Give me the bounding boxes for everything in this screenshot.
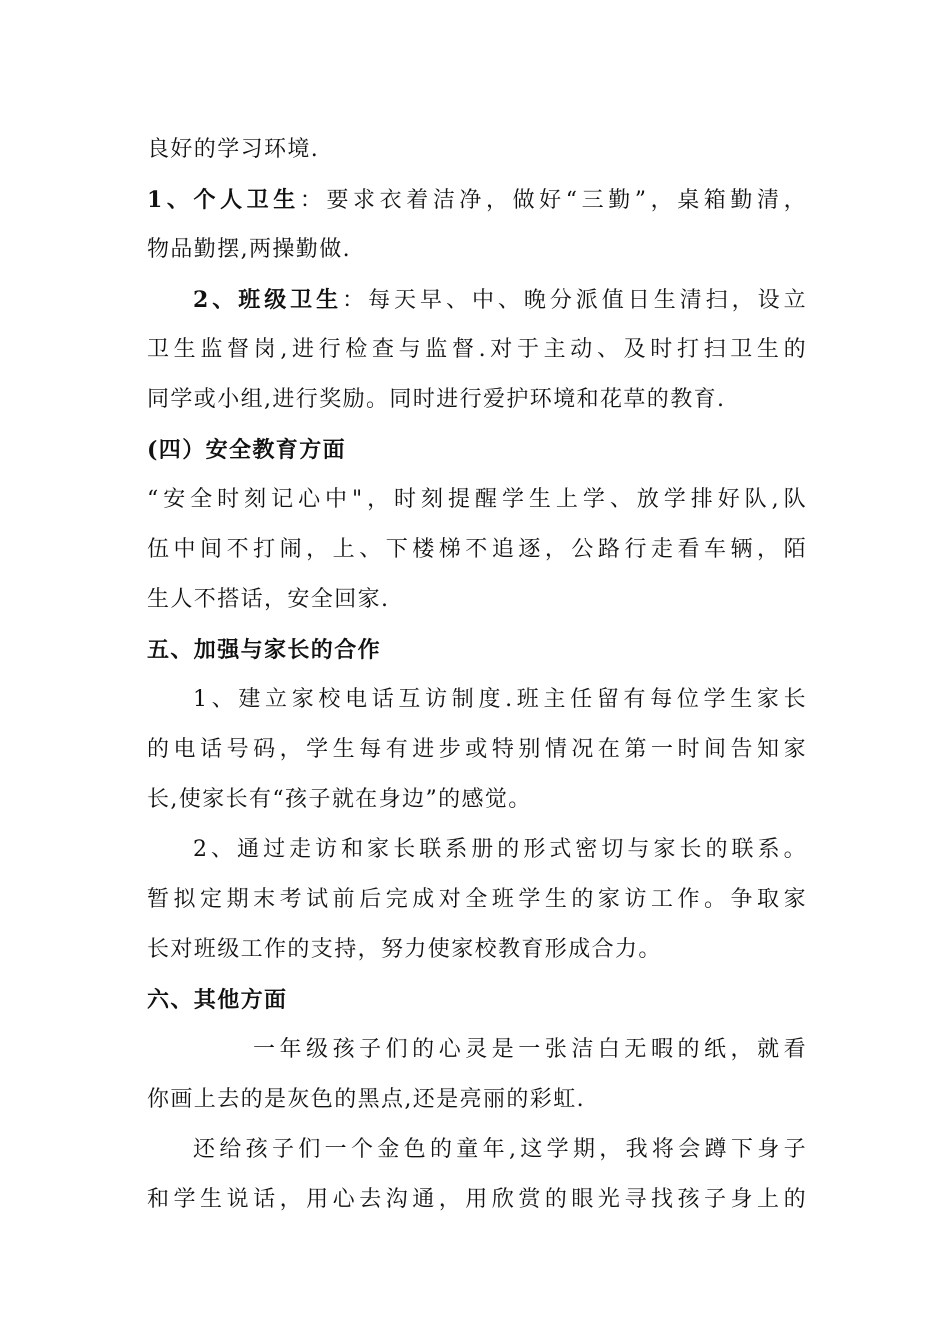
- personal-hygiene-label: 1、个人卫生: [147, 187, 300, 213]
- paragraph-line: 1、建立家校电话互访制度.班主任留有每位学生家长: [193, 687, 807, 712]
- paragraph-line: 2、通过走访和家长联系册的形式密切与家长的联系。: [193, 837, 807, 862]
- paragraph-line: 同学或小组,进行奖励。同时进行爱护环境和花草的教育.: [147, 387, 726, 412]
- paragraph-line: 长,使家长有“孩子就在身边”的感觉。: [147, 787, 532, 812]
- paragraph-line: 还给孩子们一个金色的童年,这学期，我将会蹲下身子: [193, 1137, 807, 1162]
- paragraph-line: 一年级孩子们的心灵是一张洁白无暇的纸，就看: [253, 1037, 807, 1062]
- paragraph-line: “安全时刻记心中"，时刻提醒学生上学、放学排好队,队: [147, 487, 807, 512]
- section-heading-other: 六、其他方面: [147, 987, 288, 1013]
- paragraph-line: 你画上去的是灰色的黑点,还是亮丽的彩虹.: [147, 1087, 585, 1112]
- paragraph-line: 良好的学习环境.: [147, 137, 320, 162]
- label-colon: ：: [299, 188, 327, 213]
- personal-hygiene-text: 要求衣着洁净，做好“三勤”，桌箱勤清，: [326, 188, 807, 213]
- paragraph-line: 长对班级工作的支持，努力使家校教育形成合力。: [147, 937, 662, 962]
- paragraph-line: 和学生说话，用心去沟通，用欣赏的眼光寻找孩子身上的: [147, 1187, 807, 1212]
- hygiene-class-line: [193, 285, 807, 316]
- paragraph-line: 暂拟定期末考试前后完成对全班学生的家访工作。争取家: [147, 887, 807, 912]
- section-heading-safety: (四）安全教育方面: [147, 437, 347, 463]
- paragraph-line: 伍中间不打闹，上、下楼梯不追逐，公路行走看车辆，陌: [147, 537, 807, 562]
- class-hygiene-text: 每天早、中、晚分派值日生清扫，设立: [368, 288, 807, 313]
- label-colon: ：: [342, 288, 369, 313]
- class-hygiene-label: 2、班级卫生: [193, 287, 343, 313]
- paragraph-line: 的电话号码，学生每有进步或特别情况在第一时间告知家: [147, 737, 807, 762]
- section-heading-parents: 五、加强与家长的合作: [147, 637, 382, 663]
- paragraph-line: 卫生监督岗,进行检查与监督.对于主动、及时打扫卫生的: [147, 337, 807, 362]
- hygiene-personal-line: [147, 185, 807, 216]
- paragraph-line: 物品勤摆,两操勤做.: [147, 237, 351, 262]
- paragraph-line: 生人不搭话，安全回家.: [147, 587, 390, 612]
